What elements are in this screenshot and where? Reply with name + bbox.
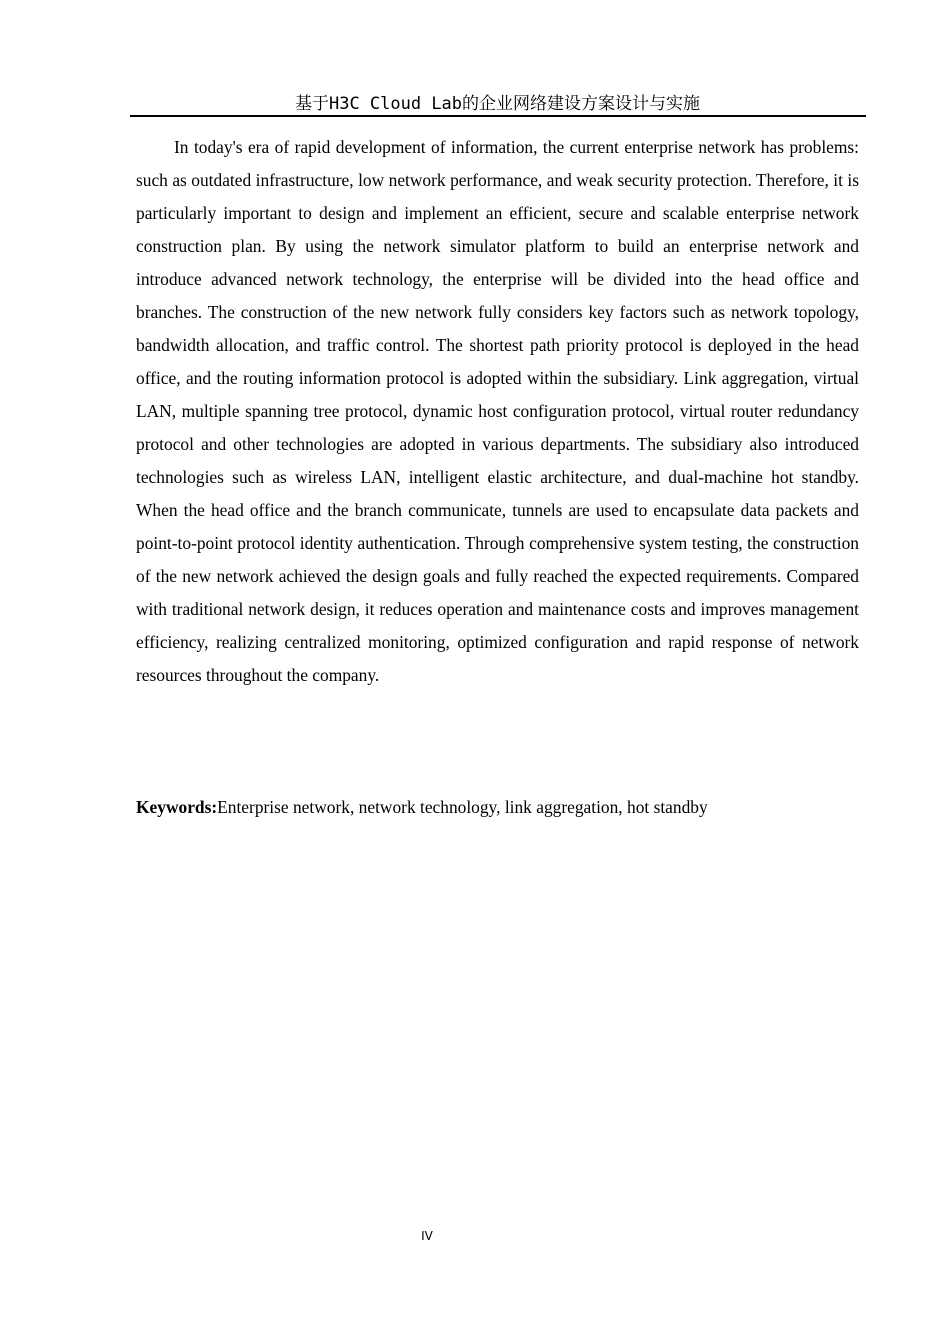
keywords-line: [136, 791, 859, 824]
keywords-text: Enterprise network, network technology, link aggregation, hot standby: [217, 797, 708, 817]
running-header: 基于H3C Cloud Lab的企业网络建设方案设计与实施: [294, 94, 701, 114]
page-number: IV: [421, 1229, 433, 1243]
abstract-paragraph: In today's era of rapid development of information, the current enterprise network has problems: such as outdated infrastructure, low network performance, and weak security protection. Therefore, it is particularly important to design and implement an efficient, secure and scalable enterprise network construction plan. By using the network simulator platform to build an enterprise network and introduce advanced network technology, the enterprise will be divided into the head office and branches. The construction of the new network fully considers key factors such as network topology, bandwidth allocation, and traffic control. The shortest path priority protocol is deployed in the head office, and the routing information protocol is adopted within the subsidiary. Link aggregation, virtual LAN, multiple spanning tree protocol, dynamic host configuration protocol, virtual router redundancy protocol and other technologies are adopted in various departments. The subsidiary also introduced technologies such as wireless LAN, intelligent elastic architecture, and dual-machine hot standby. When the head office and the branch communicate, tunnels are used to encapsulate data packets and point-to-point protocol identity authentication. Through comprehensive system testing, the construction of the new network achieved the design goals and fully reached the expected requirements. Compared with traditional network design, it reduces operation and maintenance costs and improves management efficiency, realizing centralized monitoring, optimized configuration and rapid response of network resources throughout the company.: [136, 137, 859, 685]
header-rule: [130, 115, 866, 117]
keywords-label: Keywords:: [136, 797, 218, 817]
